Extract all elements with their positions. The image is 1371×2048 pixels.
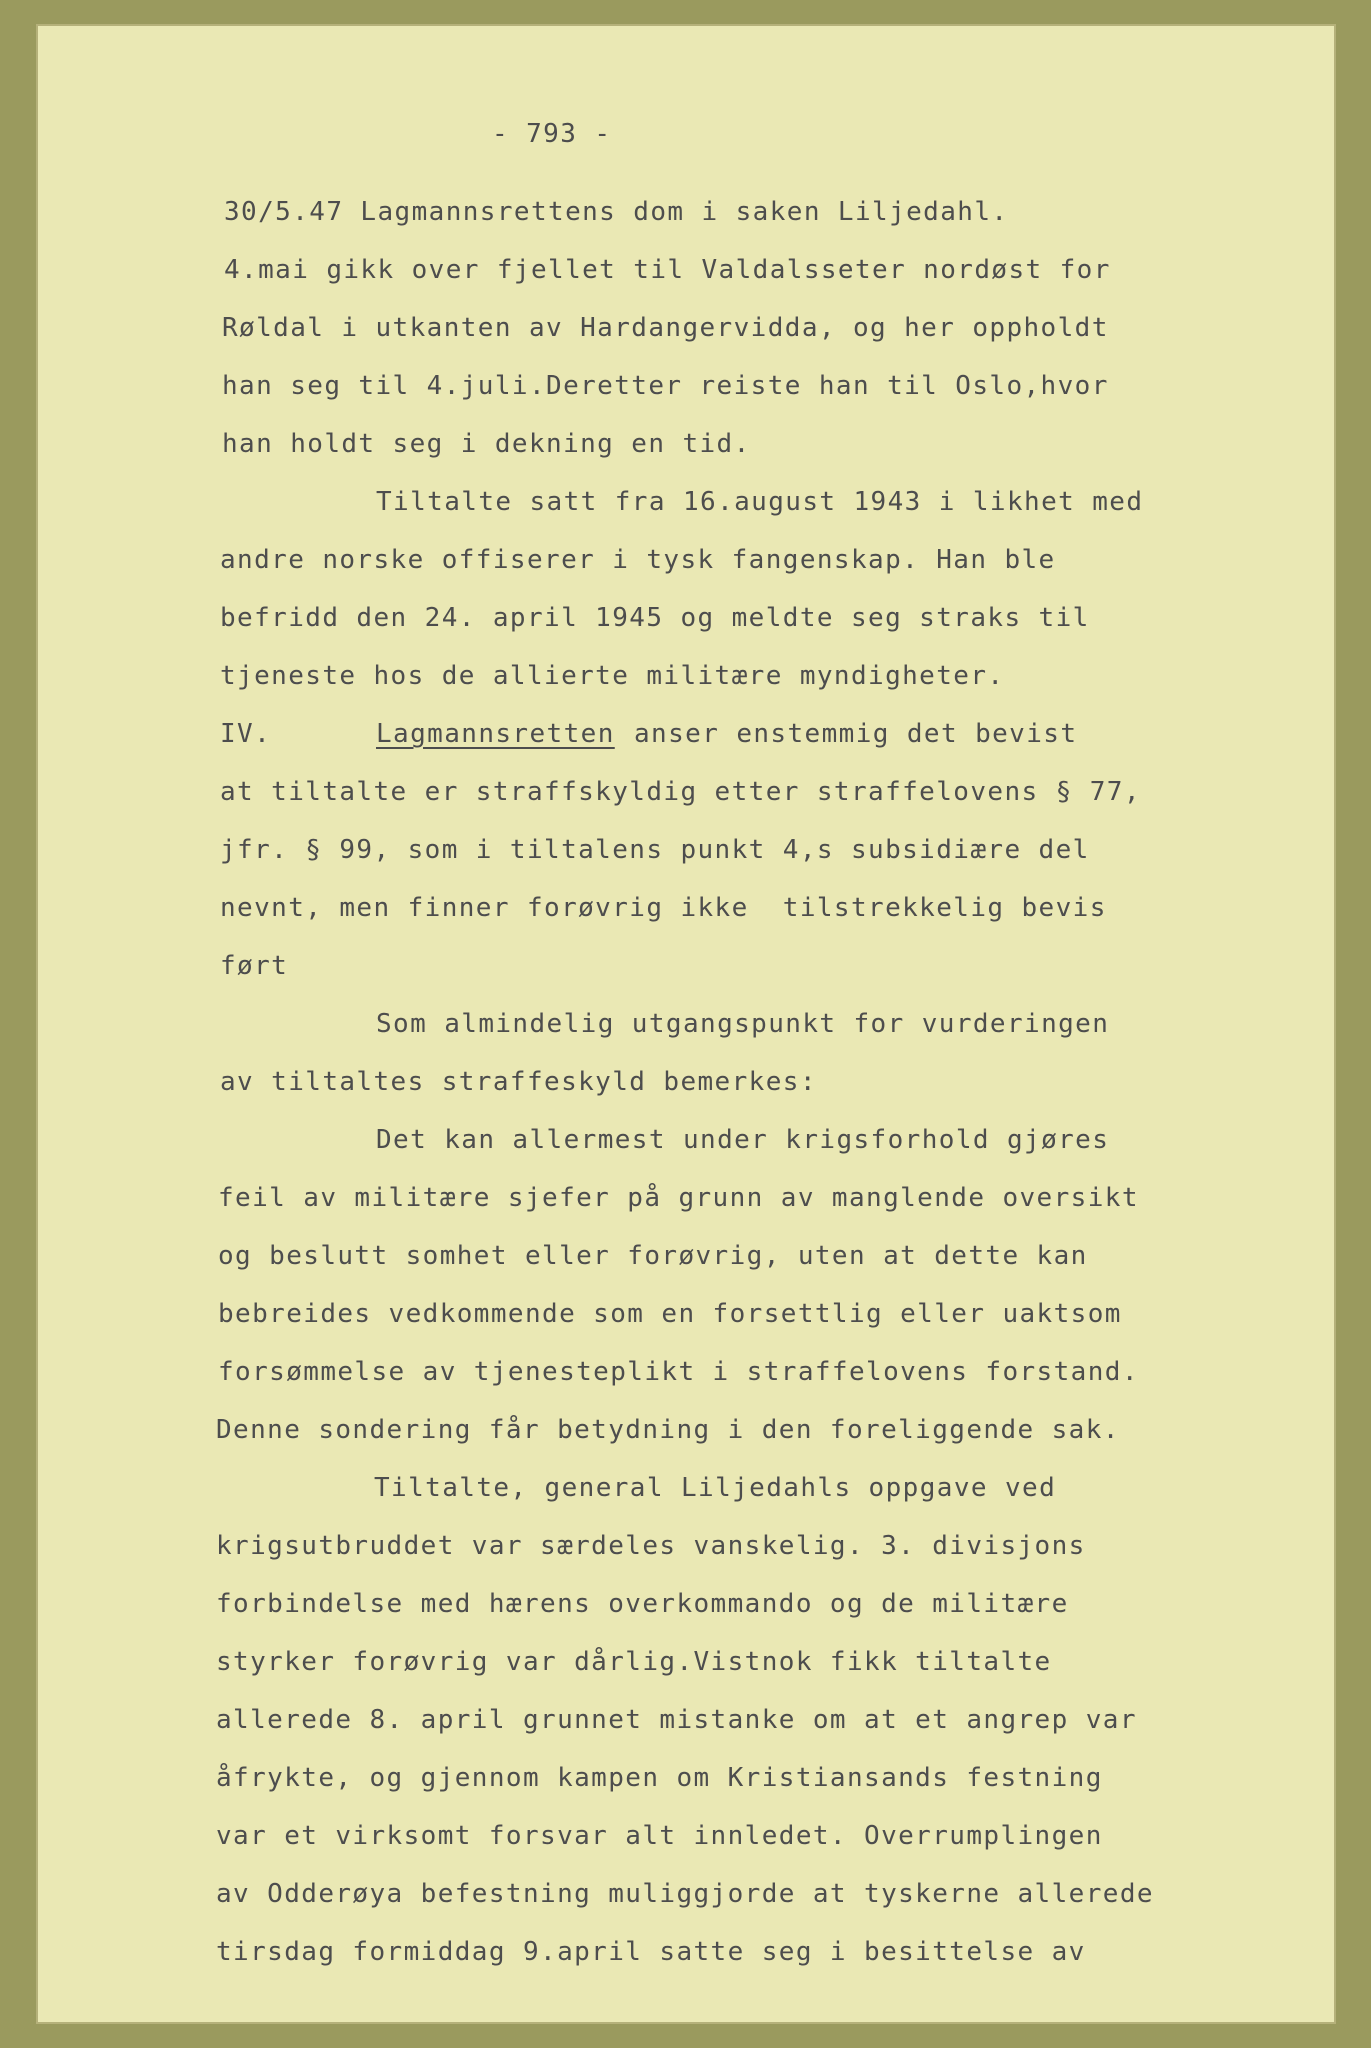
- text-line: Røldal i utkanten av Hardangervidda, og her oppholdt: [222, 313, 1109, 343]
- text-line: styrker forøvrig var dårlig.Vistnok fikk tiltalte: [216, 1647, 1052, 1677]
- text-line: og beslutt somhet eller forøvrig, uten at dette kan: [218, 1241, 1088, 1271]
- text-line: feil av militære sjefer på grunn av manglende oversikt: [218, 1183, 1139, 1213]
- text-line: Det kan allermest under krigsforhold gjøres: [376, 1125, 1110, 1155]
- text-line: anser enstemmig det bevist: [634, 719, 1078, 749]
- text-line: Som almindelig utgangspunkt for vurderingen: [376, 1009, 1110, 1039]
- text-line: han holdt seg i dekning en tid.: [222, 429, 751, 459]
- text-line: befridd den 24. april 1945 og meldte seg straks til: [220, 603, 1090, 633]
- text-line: Tiltalte, general Liljedahls oppgave ved: [374, 1473, 1057, 1503]
- text-line: 30/5.47 Lagmannsrettens dom i saken Liljedahl.: [224, 197, 1009, 227]
- text-line: jfr. § 99, som i tiltalens punkt 4,s subsidiære del: [220, 835, 1090, 865]
- text-line: 4.mai gikk over fjellet til Valdalsseter nordøst for: [224, 255, 1111, 285]
- text-line: var et virksomt forsvar alt innledet. Overrumplingen: [216, 1821, 1103, 1851]
- text-line: han seg til 4.juli.Deretter reiste han til Oslo,hvor: [222, 371, 1109, 401]
- text-line: tirsdag formiddag 9.april satte seg i besittelse av: [216, 1937, 1086, 1967]
- text-line: av tiltaltes straffeskyld bemerkes:: [220, 1067, 817, 1097]
- text-line: av Odderøya befestning muliggjorde at tyskerne allerede: [216, 1879, 1154, 1909]
- court-name: Lagmannsretten: [376, 719, 615, 749]
- page-number: - 793 -: [492, 119, 612, 149]
- text-line: allerede 8. april grunnet mistanke om at et angrep var: [216, 1705, 1137, 1735]
- text-line: krigsutbruddet var særdeles vanskelig. 3. divisjons: [216, 1531, 1086, 1561]
- text-line: forsømmelse av tjenesteplikt i straffelovens forstand.: [218, 1357, 1139, 1387]
- text-line: Denne sondering får betydning i den foreliggende sak.: [216, 1415, 1120, 1445]
- text-line: Tiltalte satt fra 16.august 1943 i likhet med: [376, 487, 1144, 517]
- text-line: forbindelse med hærens overkommando og de militære: [216, 1589, 1069, 1619]
- text-line: at tiltalte er straffskyldig etter straffelovens § 77,: [220, 777, 1141, 807]
- text-line: ført: [220, 951, 289, 981]
- text-line: andre norske offiserer i tysk fangenskap. Han ble: [220, 545, 1056, 575]
- text-line: åfrykte, og gjennom kampen om Kristiansands festning: [216, 1763, 1103, 1793]
- document-text: [36, 24, 1336, 2024]
- text-line: tjeneste hos de allierte militære myndigheter.: [220, 661, 1005, 691]
- section-numeral: IV.: [220, 719, 272, 749]
- text-line: bebreides vedkommende som en forsettlig eller uaktsom: [218, 1299, 1122, 1329]
- text-line: nevnt, men finner forøvrig ikke tilstrekkelig bevis: [220, 893, 1107, 923]
- document-page: [36, 24, 1336, 2024]
